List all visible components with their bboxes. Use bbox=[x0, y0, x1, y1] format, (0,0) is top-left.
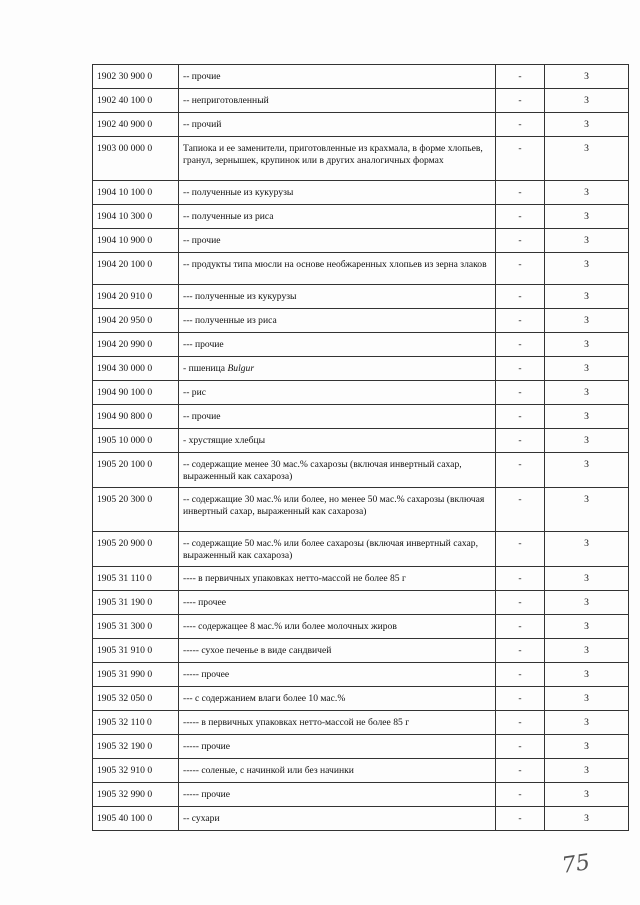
code-cell: 1904 20 950 0 bbox=[93, 309, 179, 333]
description-cell: ---- прочее bbox=[179, 591, 496, 615]
code-cell: 1904 20 100 0 bbox=[93, 253, 179, 285]
description-cell: -- содержащие 30 мас.% или более, но менее 50 мас.% сахарозы (включая инвертный сахар, выраженный как сахароза) bbox=[179, 488, 496, 532]
description-cell: ----- прочее bbox=[179, 663, 496, 687]
table-row bbox=[93, 429, 629, 453]
col4-cell: 3 bbox=[545, 229, 629, 253]
col4-cell: 3 bbox=[545, 333, 629, 357]
col3-cell: - bbox=[496, 137, 545, 181]
code-cell: 1905 20 100 0 bbox=[93, 453, 179, 488]
table-row bbox=[93, 229, 629, 253]
table-row bbox=[93, 113, 629, 137]
col4-cell: 3 bbox=[545, 591, 629, 615]
col3-cell: - bbox=[496, 807, 545, 831]
description-cell: -- содержащие 50 мас.% или более сахарозы (включая инвертный сахар, выраженный как сахароза) bbox=[179, 532, 496, 567]
col4-cell: 3 bbox=[545, 405, 629, 429]
col3-cell: - bbox=[496, 229, 545, 253]
table-row bbox=[93, 285, 629, 309]
col3-cell: - bbox=[496, 711, 545, 735]
description-cell: -- прочий bbox=[179, 113, 496, 137]
code-cell: 1904 10 300 0 bbox=[93, 205, 179, 229]
col3-cell: - bbox=[496, 759, 545, 783]
col4-cell: 3 bbox=[545, 137, 629, 181]
table-row bbox=[93, 253, 629, 285]
code-cell: 1904 90 100 0 bbox=[93, 381, 179, 405]
col3-cell: - bbox=[496, 405, 545, 429]
col4-cell: 3 bbox=[545, 615, 629, 639]
col3-cell: - bbox=[496, 285, 545, 309]
description-cell: ----- в первичных упаковках нетто-массой не более 85 г bbox=[179, 711, 496, 735]
code-cell: 1905 31 300 0 bbox=[93, 615, 179, 639]
col3-cell: - bbox=[496, 639, 545, 663]
table-row bbox=[93, 735, 629, 759]
col4-cell: 3 bbox=[545, 639, 629, 663]
table-row bbox=[93, 405, 629, 429]
latin-term: Bulgur bbox=[227, 363, 255, 374]
col3-cell: - bbox=[496, 735, 545, 759]
code-cell: 1905 32 990 0 bbox=[93, 783, 179, 807]
code-cell: 1905 32 190 0 bbox=[93, 735, 179, 759]
code-cell: 1902 40 100 0 bbox=[93, 89, 179, 113]
description-cell: -- рис bbox=[179, 381, 496, 405]
table-row bbox=[93, 357, 629, 381]
description-cell: -- прочие bbox=[179, 65, 496, 89]
description-cell: ----- прочие bbox=[179, 783, 496, 807]
table-row bbox=[93, 639, 629, 663]
col4-cell: 3 bbox=[545, 532, 629, 567]
description-cell: --- полученные из риса bbox=[179, 309, 496, 333]
description-cell: ----- прочие bbox=[179, 735, 496, 759]
col3-cell: - bbox=[496, 783, 545, 807]
table-row bbox=[93, 381, 629, 405]
col3-cell: - bbox=[496, 488, 545, 532]
col3-cell: - bbox=[496, 615, 545, 639]
code-cell: 1904 10 900 0 bbox=[93, 229, 179, 253]
description-cell: ---- в первичных упаковках нетто-массой не более 85 г bbox=[179, 567, 496, 591]
table-row bbox=[93, 89, 629, 113]
description-cell: - хрустящие хлебцы bbox=[179, 429, 496, 453]
code-cell: 1904 20 990 0 bbox=[93, 333, 179, 357]
col4-cell: 3 bbox=[545, 381, 629, 405]
code-cell: 1905 32 110 0 bbox=[93, 711, 179, 735]
table-row bbox=[93, 65, 629, 89]
col4-cell: 3 bbox=[545, 113, 629, 137]
col3-cell: - bbox=[496, 333, 545, 357]
description-cell: -- полученные из кукурузы bbox=[179, 181, 496, 205]
col4-cell: 3 bbox=[545, 309, 629, 333]
table-row bbox=[93, 711, 629, 735]
table-row bbox=[93, 488, 629, 532]
col3-cell: - bbox=[496, 89, 545, 113]
table-row bbox=[93, 532, 629, 567]
code-cell: 1905 20 300 0 bbox=[93, 488, 179, 532]
description-cell: -- неприготовленный bbox=[179, 89, 496, 113]
code-cell: 1905 20 900 0 bbox=[93, 532, 179, 567]
col3-cell: - bbox=[496, 591, 545, 615]
table-row bbox=[93, 137, 629, 181]
description-cell: -- прочие bbox=[179, 229, 496, 253]
table-row bbox=[93, 663, 629, 687]
code-cell: 1905 32 910 0 bbox=[93, 759, 179, 783]
description-cell: ----- соленые, с начинкой или без начинки bbox=[179, 759, 496, 783]
col4-cell: 3 bbox=[545, 711, 629, 735]
col4-cell: 3 bbox=[545, 735, 629, 759]
col4-cell: 3 bbox=[545, 65, 629, 89]
description-cell: ----- сухое печенье в виде сандвичей bbox=[179, 639, 496, 663]
description-cell: -- полученные из риса bbox=[179, 205, 496, 229]
description-cell: -- содержащие менее 30 мас.% сахарозы (включая инвертный сахар, выраженный как сахароза) bbox=[179, 453, 496, 488]
code-cell: 1905 10 000 0 bbox=[93, 429, 179, 453]
code-cell: 1905 31 110 0 bbox=[93, 567, 179, 591]
code-cell: 1904 90 800 0 bbox=[93, 405, 179, 429]
col3-cell: - bbox=[496, 532, 545, 567]
col3-cell: - bbox=[496, 567, 545, 591]
code-cell: 1905 31 910 0 bbox=[93, 639, 179, 663]
table-row bbox=[93, 567, 629, 591]
col3-cell: - bbox=[496, 65, 545, 89]
code-cell: 1904 10 100 0 bbox=[93, 181, 179, 205]
description-cell: Тапиока и ее заменители, приготовленные из крахмала, в форме хлопьев, гранул, зернышек, крупинок или в других аналогичных формах bbox=[179, 137, 496, 181]
table-row bbox=[93, 615, 629, 639]
col3-cell: - bbox=[496, 181, 545, 205]
description-cell: -- продукты типа мюсли на основе необжаренных хлопьев из зерна злаков bbox=[179, 253, 496, 285]
col4-cell: 3 bbox=[545, 488, 629, 532]
code-cell: 1905 31 190 0 bbox=[93, 591, 179, 615]
code-cell: 1903 00 000 0 bbox=[93, 137, 179, 181]
col4-cell: 3 bbox=[545, 807, 629, 831]
tariff-table bbox=[92, 64, 629, 831]
col4-cell: 3 bbox=[545, 181, 629, 205]
col4-cell: 3 bbox=[545, 453, 629, 488]
description-cell: --- прочие bbox=[179, 333, 496, 357]
col4-cell: 3 bbox=[545, 759, 629, 783]
table-row bbox=[93, 687, 629, 711]
code-cell: 1905 31 990 0 bbox=[93, 663, 179, 687]
col4-cell: 3 bbox=[545, 687, 629, 711]
description-cell: -- прочие bbox=[179, 405, 496, 429]
col4-cell: 3 bbox=[545, 663, 629, 687]
col4-cell: 3 bbox=[545, 205, 629, 229]
col3-cell: - bbox=[496, 663, 545, 687]
code-cell: 1902 40 900 0 bbox=[93, 113, 179, 137]
tariff-table-body bbox=[93, 65, 629, 831]
col3-cell: - bbox=[496, 429, 545, 453]
description-cell: -- сухари bbox=[179, 807, 496, 831]
col3-cell: - bbox=[496, 381, 545, 405]
description-cell: --- с содержанием влаги более 10 мас.% bbox=[179, 687, 496, 711]
col3-cell: - bbox=[496, 453, 545, 488]
table-row bbox=[93, 181, 629, 205]
col4-cell: 3 bbox=[545, 783, 629, 807]
col4-cell: 3 bbox=[545, 285, 629, 309]
col3-cell: - bbox=[496, 687, 545, 711]
description-cell: ---- содержащее 8 мас.% или более молочных жиров bbox=[179, 615, 496, 639]
col4-cell: 3 bbox=[545, 253, 629, 285]
table-row bbox=[93, 759, 629, 783]
col4-cell: 3 bbox=[545, 89, 629, 113]
col3-cell: - bbox=[496, 113, 545, 137]
table-row bbox=[93, 453, 629, 488]
col4-cell: 3 bbox=[545, 357, 629, 381]
table-row bbox=[93, 333, 629, 357]
code-cell: 1902 30 900 0 bbox=[93, 65, 179, 89]
table-row bbox=[93, 309, 629, 333]
handwritten-page-number: 75 bbox=[560, 850, 592, 879]
description-cell: - пшеница Bulgur bbox=[179, 357, 496, 381]
code-cell: 1904 20 910 0 bbox=[93, 285, 179, 309]
table-row bbox=[93, 783, 629, 807]
col4-cell: 3 bbox=[545, 567, 629, 591]
code-cell: 1904 30 000 0 bbox=[93, 357, 179, 381]
col3-cell: - bbox=[496, 357, 545, 381]
col4-cell: 3 bbox=[545, 429, 629, 453]
description-cell: --- полученные из кукурузы bbox=[179, 285, 496, 309]
table-row bbox=[93, 205, 629, 229]
col3-cell: - bbox=[496, 253, 545, 285]
col3-cell: - bbox=[496, 205, 545, 229]
table-row bbox=[93, 591, 629, 615]
code-cell: 1905 32 050 0 bbox=[93, 687, 179, 711]
col3-cell: - bbox=[496, 309, 545, 333]
table-row bbox=[93, 807, 629, 831]
code-cell: 1905 40 100 0 bbox=[93, 807, 179, 831]
